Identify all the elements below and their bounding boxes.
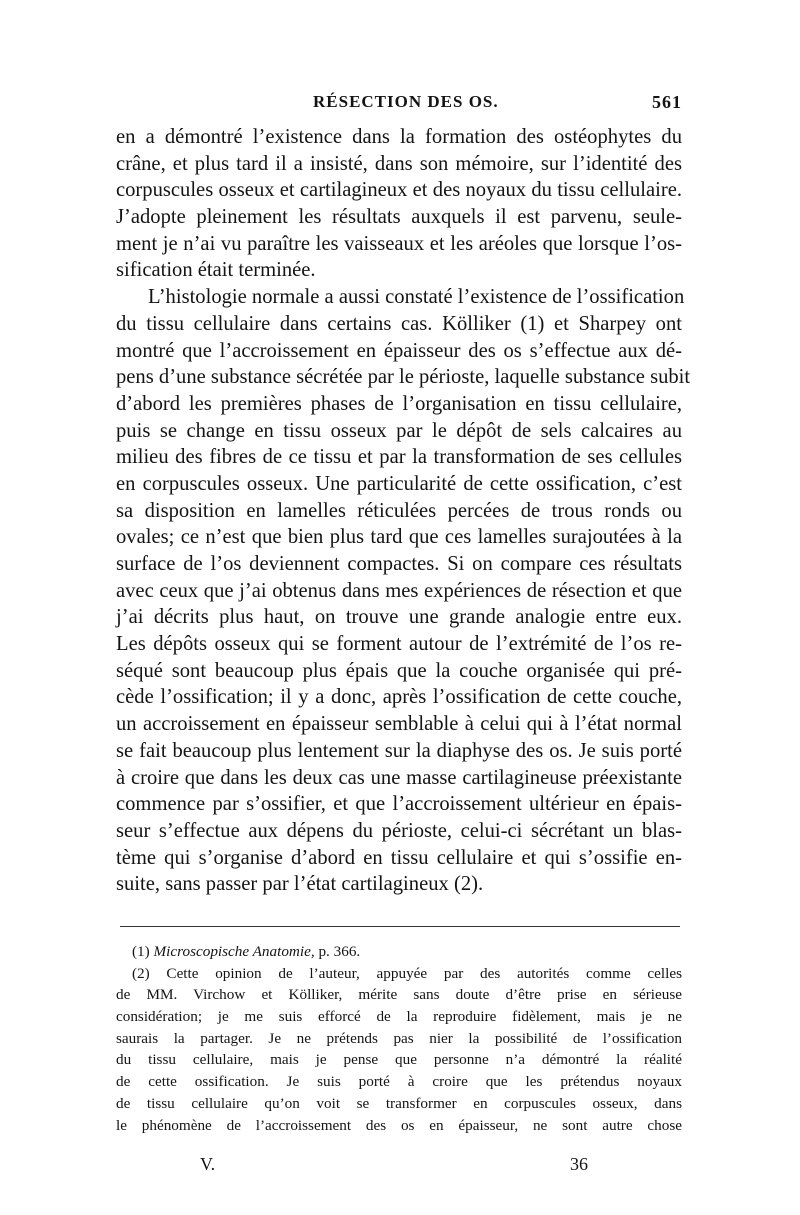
- text-line: crâne, et plus tard il a insisté, dans son mémoire, sur l’identité des: [116, 152, 682, 175]
- text-line: ovales; ce n’est que bien plus tard que ces lamelles surajoutées à la: [116, 526, 682, 549]
- text-line: séqué sont beaucoup plus épais que la couche organisée qui pré-: [116, 659, 682, 682]
- text-line: d’abord les premières phases de l’organisation en tissu cellulaire,: [116, 392, 682, 415]
- body-text: [116, 124, 691, 898]
- text-line: sa disposition en lamelles réticulées percées de trous ronds ou: [116, 499, 682, 522]
- running-head: [116, 92, 682, 116]
- footnote-1-page: p. 366.: [318, 943, 361, 960]
- text-line: sification était terminée.: [116, 259, 316, 282]
- footnote-1-title: Microscopische Anatomie,: [153, 943, 315, 960]
- running-title: RÉSECTION DES OS.: [313, 92, 499, 111]
- footnote-2-line: du tissu cellulaire, mais je pense que personne n’a démontré la réalité: [116, 1051, 682, 1069]
- footnote-2-line: le phénomène de l’accroissement des os en épaisseur, ne sont autre chose: [116, 1116, 682, 1134]
- text-line: surface de l’os deviennent compactes. Si on compare ces résultats: [116, 553, 682, 575]
- text-line: cède l’ossification; il y a donc, après l’ossification de cette couche,: [116, 686, 682, 709]
- footnote-2-line: saurais la partager. Je ne prétends pas nier la possibilité de l’ossification: [116, 1029, 682, 1047]
- footnote-2-line: de MM. Virchow et Kölliker, mérite sans doute d’être prise en sérieuse: [116, 986, 682, 1004]
- text-line: puis se change en tissu osseux par le dépôt de sels calcaires au: [116, 419, 682, 442]
- text-line: corpuscules osseux et cartilagineux et des noyaux du tissu cellulaire.: [116, 179, 682, 202]
- text-line: commence par s’ossifier, et que l’accroissement ultérieur en épais-: [116, 793, 682, 816]
- text-line: montré que l’accroissement en épaisseur des os s’effectue aux dé-: [116, 339, 682, 362]
- footnote-2-line: de cette ossification. Je suis porté à croire que les prétendus noyaux: [116, 1073, 682, 1091]
- text-line: ment je n’ai vu paraître les vaisseaux et les aréoles que lorsque l’os-: [116, 232, 682, 255]
- footnotes: [116, 941, 682, 1136]
- footnote-divider: [120, 926, 680, 927]
- text-line: suite, sans passer par l’état cartilagineux (2).: [116, 873, 484, 896]
- text-line: un accroissement en épaisseur semblable à celui qui à l’état normal: [116, 713, 682, 736]
- signature-line: [116, 1154, 682, 1178]
- text-line: en corpuscules osseux. Une particularité de cette ossification, c’est: [116, 472, 682, 495]
- footnote-1: [116, 941, 682, 963]
- volume-signature: V.: [200, 1154, 216, 1174]
- text-line: L’histologie normale a aussi constaté l’existence de l’ossification: [148, 286, 685, 309]
- text-line: milieu des fibres de ce tissu et par la transformation de ses cellules: [116, 446, 682, 469]
- text-line: avec ceux que j’ai obtenus dans mes expériences de résection et que: [116, 579, 682, 602]
- text-line: du tissu cellulaire dans certains cas. Kölliker (1) et Sharpey ont: [116, 312, 682, 335]
- text-line: seur s’effectue aux dépens du périoste, celui-ci sécrétant un blas-: [116, 819, 682, 842]
- text-line: tème qui s’organise d’abord en tissu cellulaire et qui s’ossifie en-: [116, 846, 682, 869]
- sheet-signature: 36: [570, 1154, 588, 1174]
- footnote-1-marker: (1): [132, 943, 150, 960]
- footnote-2-line: (2) Cette opinion de l’auteur, appuyée par des autorités comme celles: [132, 964, 682, 982]
- text-line: se fait beaucoup plus lentement sur la diaphyse des os. Je suis porté: [116, 739, 682, 762]
- text-line: J’adopte pleinement les résultats auxquels il est parvenu, seule-: [116, 206, 682, 229]
- text-line: à croire que dans les deux cas une masse cartilagineuse préexistante: [116, 766, 682, 789]
- text-line: pens d’une substance sécrétée par le périoste, laquelle substance subit: [116, 366, 691, 389]
- text-line: Les dépôts osseux qui se forment autour de l’extrémité de l’os re-: [116, 633, 682, 656]
- text-line: en a démontré l’existence dans la formation des ostéophytes du: [116, 126, 682, 148]
- text-line: j’ai décrits plus haut, on trouve une grande analogie entre eux.: [116, 606, 682, 629]
- footnote-2-line: considération; je me suis efforcé de la reproduire fidèlement, mais je ne: [116, 1008, 682, 1026]
- footnote-2-line: de tissu cellulaire qu’on voit se transformer en corpuscules osseux, dans: [116, 1094, 682, 1112]
- page-number: 561: [652, 92, 682, 112]
